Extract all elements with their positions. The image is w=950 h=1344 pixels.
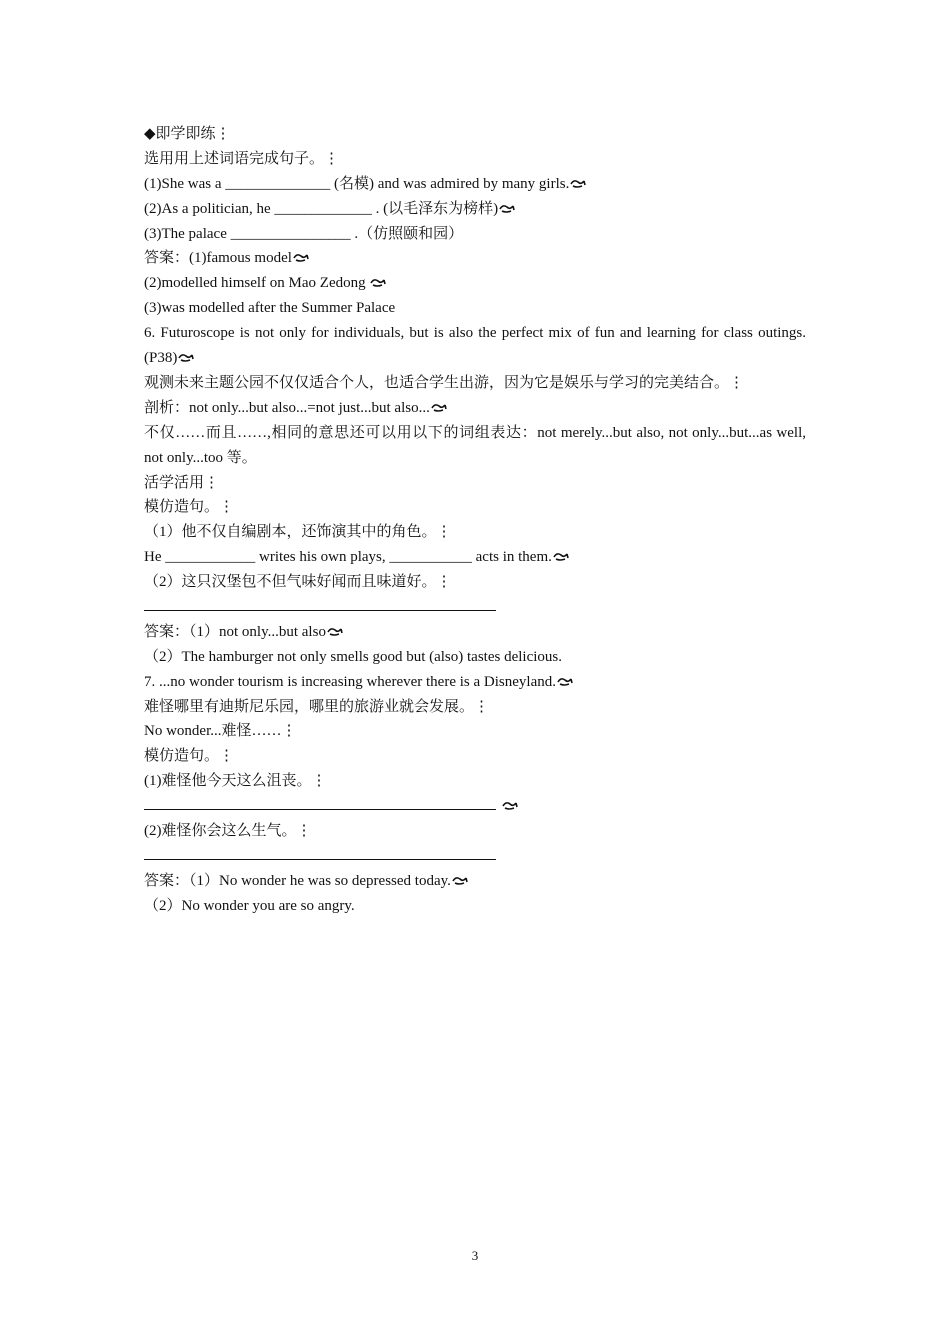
paragraph-mark-icon — [452, 874, 468, 886]
answer-line: 答案：（1）not only...but also — [144, 620, 806, 645]
instruction-line: 模仿造句。⋮ — [144, 499, 235, 516]
document-body — [144, 122, 806, 919]
blank-rule — [144, 795, 496, 810]
exercise-prompt: （2）这只汉堡包不但气味好闻而且味道好。⋮ — [144, 574, 452, 591]
paragraph-mark-icon — [178, 351, 194, 363]
paragraph-mark-icon — [553, 550, 569, 562]
paragraph-mark-icon — [293, 251, 309, 263]
phrase-line: No wonder...难怪……⋮ — [144, 723, 297, 740]
page-number: 3 — [471, 1248, 479, 1263]
exercise-line: (1)She was a ______________ (名模) and was admired by many girls. — [144, 172, 806, 197]
explanation-paragraph: 不仅……而且……,相同的意思还可以用以下的词组表达：not merely...but also, not only...but...as well, not only...too 等。 — [144, 424, 806, 466]
paragraph-mark-icon — [431, 401, 447, 413]
paragraph-mark-icon — [570, 177, 586, 189]
answer-blank-line — [144, 595, 806, 620]
blank-rule — [144, 596, 496, 611]
example-sentence-7: 7. ...no wonder tourism is increasing wherever there is a Disneyland. — [144, 670, 806, 695]
analysis-line: 剖析：not only...but also...=not just...but also... — [144, 396, 806, 421]
translation-line: 难怪哪里有迪斯尼乐园，哪里的旅游业就会发展。⋮ — [144, 698, 490, 715]
exercise-prompt: (1)难怪他今天这么沮丧。⋮ — [144, 773, 327, 790]
exercise-line: He ____________ writes his own plays, ___________ acts in them. — [144, 545, 806, 570]
instruction-line: 选用用上述词语完成句子。⋮ — [144, 150, 340, 167]
paragraph-mark-icon — [499, 202, 515, 214]
answer-line: （2）The hamburger not only smells good but (also) tastes delicious. — [144, 648, 562, 665]
exercise-prompt: (2)难怪你会这么生气。⋮ — [144, 822, 312, 839]
answer-blank-line — [144, 844, 806, 869]
answer-line: 答案：(1)famous model — [144, 246, 806, 271]
exercise-line: (2)As a politician, he _____________ . (以毛泽东为榜样) — [144, 197, 806, 222]
paragraph-mark-icon — [502, 799, 518, 811]
answer-line: (3)was modelled after the Summer Palace — [144, 300, 396, 317]
answer-blank-line — [144, 794, 806, 819]
paragraph-mark-icon — [327, 625, 343, 637]
answer-line: （2）No wonder you are so angry. — [144, 897, 355, 914]
practice-heading: ◆即学即练⋮ — [144, 126, 231, 142]
paragraph-mark-icon — [557, 675, 573, 687]
blank-rule — [144, 845, 496, 860]
paragraph-mark-icon — [370, 276, 386, 288]
exercise-prompt: （1）他不仅自编剧本，还饰演其中的角色。⋮ — [144, 524, 452, 541]
answer-line: 答案：（1）No wonder he was so depressed today. — [144, 869, 806, 894]
section-heading: 活学活用⋮ — [144, 474, 220, 491]
answer-line: (2)modelled himself on Mao Zedong — [144, 271, 806, 296]
translation-line: 观测未来主题公园不仅仅适合个人，也适合学生出游，因为它是娱乐与学习的完美结合。⋮ — [144, 374, 745, 391]
instruction-line: 模仿造句。⋮ — [144, 748, 235, 765]
example-sentence-6: 6. Futuroscope is not only for individuals, but is also the perfect mix of fun and learning for class outings.(P38) — [144, 325, 806, 367]
exercise-line: (3)The palace ________________ .（仿照颐和园） — [144, 225, 464, 242]
